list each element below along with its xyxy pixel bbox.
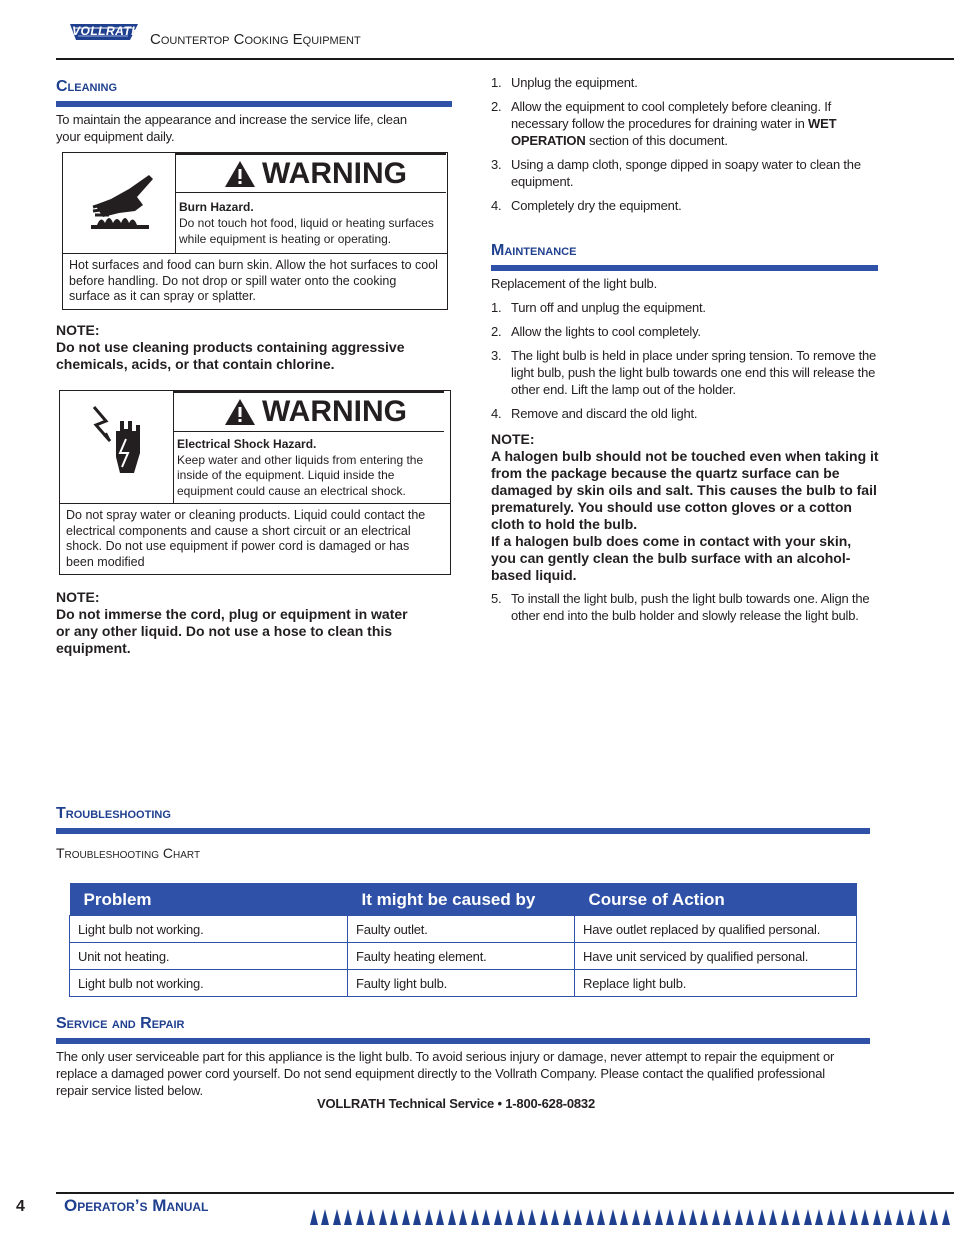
- footer-triangle-icon: [746, 1209, 754, 1225]
- table-cell: Faulty outlet.: [348, 916, 575, 943]
- footer-triangle-icon: [448, 1209, 456, 1225]
- warning1-divider: [63, 253, 447, 254]
- footer-triangle-icon: [344, 1209, 352, 1225]
- footer-triangle-icon: [781, 1209, 789, 1225]
- shock-hazard-desc: Keep water and other liquids from entering the inside of the equipment. Liquid inside the equipment could cause an electrical shock.: [177, 452, 424, 498]
- alert-triangle-icon: [224, 160, 256, 188]
- footer-triangle-icon: [597, 1209, 605, 1225]
- footer-triangle-icon: [792, 1209, 800, 1225]
- table-row: [70, 916, 857, 943]
- footer-triangle-icon: [471, 1209, 479, 1225]
- footer-triangle-icon: [827, 1209, 835, 1225]
- maintenance-note-label: NOTE:: [491, 431, 535, 447]
- footer-triangle-icon: [367, 1209, 375, 1225]
- footer-triangle-icon: [425, 1209, 433, 1225]
- footer-triangle-icon: [643, 1209, 651, 1225]
- footer-triangle-icon: [907, 1209, 915, 1225]
- list-item: 3. The light bulb is held in place under spring tension. To remove the light bulb, push the light bulb towards one end this will release the other end. Lift the lamp out of the holder.: [491, 348, 877, 397]
- footer-triangle-icon: [884, 1209, 892, 1225]
- list-item: 2. Allow the equipment to cool completely before cleaning. If necessary follow the procedures for draining water in WET OPERATION section of this document.: [491, 99, 837, 148]
- alert-triangle-icon: [224, 398, 256, 426]
- table-row: [70, 970, 857, 997]
- maintenance-step5: [491, 590, 881, 631]
- shock-warning-box: [59, 390, 451, 575]
- shock-warning-body: Do not spray water or cleaning products. Liquid could contact the electrical components and cause a short circuit or an electrical shock. Do not use equipment if power cord is damaged or has been modified: [66, 508, 426, 569]
- col-cause: It might be caused by: [348, 883, 575, 916]
- footer-triangle-icon: [873, 1209, 881, 1225]
- note2-label: NOTE:: [56, 589, 100, 605]
- footer-triangle-icon: [666, 1209, 674, 1225]
- footer-triangle-icon: [494, 1209, 502, 1225]
- troubleshooting-heading: Troubleshooting: [56, 805, 171, 822]
- shock-hazard-text: [177, 437, 445, 499]
- footer-triangle-icon: [712, 1209, 720, 1225]
- warning-title-1: WARNING: [176, 153, 446, 193]
- table-cell: Faulty light bulb.: [348, 970, 575, 997]
- footer-triangle-icon: [804, 1209, 812, 1225]
- footer-triangle-icon: [402, 1209, 410, 1225]
- burn-hazard-title: Burn Hazard.: [179, 200, 254, 214]
- footer-triangle-icon: [459, 1209, 467, 1225]
- cleaning-steps: [491, 74, 881, 221]
- footer-triangle-icon: [482, 1209, 490, 1225]
- footer-triangle-icon: [769, 1209, 777, 1225]
- cleaning-intro: To maintain the appearance and increase the service life, clean your equipment daily.: [56, 112, 407, 144]
- table-cell: Light bulb not working.: [70, 916, 348, 943]
- shock-hazard-title: Electrical Shock Hazard.: [177, 437, 317, 451]
- service-text: The only user serviceable part for this appliance is the light bulb. To avoid serious injury or damage, never attempt to repair the equipment or replace a damaged power cord yourself. Do not send equipment directly to the Vollrath Company. Please contact the qualified professional repair service listed below.: [56, 1049, 835, 1098]
- footer-triangle-icon: [655, 1209, 663, 1225]
- footer-triangle-icon: [356, 1209, 364, 1225]
- table-row: [70, 943, 857, 970]
- list-item: 1. Unplug the equipment.: [491, 75, 638, 90]
- troubleshooting-table: [69, 883, 857, 997]
- table-cell: Replace light bulb.: [575, 970, 857, 997]
- footer-triangle-icon: [700, 1209, 708, 1225]
- burn-hazard-text: [179, 199, 441, 247]
- troubleshooting-subheading: Troubleshooting Chart: [56, 845, 201, 861]
- vollrath-logo: [68, 20, 140, 44]
- footer-triangle-icon: [930, 1209, 938, 1225]
- note2-text: Do not immerse the cord, plug or equipment in water or any other liquid. Do not use a hose to clean this equipment.: [56, 606, 408, 656]
- list-item: 3. Using a damp cloth, sponge dipped in soapy water to clean the equipment.: [491, 157, 861, 189]
- footer-triangle-icon: [861, 1209, 869, 1225]
- footer-triangle-icon: [390, 1209, 398, 1225]
- header-title: Countertop Cooking Equipment: [150, 31, 361, 48]
- col-problem: Problem: [70, 883, 348, 916]
- warning2-divider: [60, 503, 450, 504]
- cleaning-rule: [56, 101, 452, 107]
- header-rule: [56, 58, 954, 60]
- burn-warning-box: [62, 152, 448, 310]
- footer-triangle-icon: [620, 1209, 628, 1225]
- footer-triangle-icon: [574, 1209, 582, 1225]
- footer-triangle-icon: [563, 1209, 571, 1225]
- footer-triangle-icon: [815, 1209, 823, 1225]
- table-header-row: [70, 883, 857, 916]
- service-contact: VOLLRATH Technical Service • 1-800-628-0832: [317, 1096, 595, 1111]
- burn-hazard-desc: Do not touch hot food, liquid or heating surfaces while equipment is heating or operating.: [179, 216, 434, 246]
- maintenance-note-text2: If a halogen bulb does come in contact with your skin, you can gently clean the bulb surface with an alcohol-based liquid.: [491, 533, 852, 583]
- list-item: 2. Allow the lights to cool completely.: [491, 324, 701, 339]
- col-action: Course of Action: [575, 883, 857, 916]
- footer-triangle-icon: [310, 1209, 318, 1225]
- footer-triangle-icon: [838, 1209, 846, 1225]
- maintenance-heading: Maintenance: [491, 242, 577, 259]
- footer-manual-title: Operator’s Manual: [64, 1196, 209, 1215]
- logo-text: VOLLRATH: [72, 24, 141, 38]
- troubleshooting-rule: [56, 828, 870, 834]
- burn-hazard-icon: [63, 153, 176, 254]
- footer-decoration: [310, 1209, 950, 1225]
- table-cell: Unit not heating.: [70, 943, 348, 970]
- table-cell: Light bulb not working.: [70, 970, 348, 997]
- footer-triangle-icon: [609, 1209, 617, 1225]
- footer-triangle-icon: [735, 1209, 743, 1225]
- burn-warning-body: Hot surfaces and food can burn skin. Allow the hot surfaces to cool before handling. Do not drop or spill water onto the cooking surface as it can spray or splatter.: [69, 258, 438, 303]
- footer-triangle-icon: [758, 1209, 766, 1225]
- footer-triangle-icon: [942, 1209, 950, 1225]
- footer-triangle-icon: [413, 1209, 421, 1225]
- footer-triangle-icon: [505, 1209, 513, 1225]
- list-item: 1. Turn off and unplug the equipment.: [491, 300, 706, 315]
- table-cell: Faulty heating element.: [348, 943, 575, 970]
- footer-triangle-icon: [586, 1209, 594, 1225]
- service-rule: [56, 1038, 870, 1044]
- footer-triangle-icon: [517, 1209, 525, 1225]
- list-item: 5. To install the light bulb, push the light bulb towards one. Align the other end into the bulb holder and slowly release the light bulb.: [491, 591, 870, 623]
- footer-triangle-icon: [321, 1209, 329, 1225]
- note1-label: NOTE:: [56, 322, 100, 338]
- footer-triangle-icon: [379, 1209, 387, 1225]
- maintenance-steps: [491, 299, 881, 429]
- footer-rule: [56, 1192, 954, 1194]
- note1-text: Do not use cleaning products containing aggressive chemicals, acids, or that contain chlorine.: [56, 339, 405, 372]
- warning-title-2: WARNING: [174, 391, 444, 432]
- footer-triangle-icon: [540, 1209, 548, 1225]
- maintenance-rule: [491, 265, 878, 271]
- footer-triangle-icon: [678, 1209, 686, 1225]
- footer-triangle-icon: [528, 1209, 536, 1225]
- maintenance-intro: Replacement of the light bulb.: [491, 276, 657, 291]
- table-cell: Have unit serviced by qualified personal.: [575, 943, 857, 970]
- service-heading: Service and Repair: [56, 1015, 185, 1032]
- cleaning-heading: Cleaning: [56, 78, 118, 95]
- footer-triangle-icon: [723, 1209, 731, 1225]
- footer-triangle-icon: [632, 1209, 640, 1225]
- footer-triangle-icon: [689, 1209, 697, 1225]
- footer-triangle-icon: [436, 1209, 444, 1225]
- footer-triangle-icon: [919, 1209, 927, 1225]
- footer-triangle-icon: [551, 1209, 559, 1225]
- page-number: 4: [16, 1198, 25, 1215]
- footer-triangle-icon: [333, 1209, 341, 1225]
- list-item: 4. Remove and discard the old light.: [491, 406, 698, 421]
- electric-shock-icon: [60, 391, 174, 504]
- list-item: 4. Completely dry the equipment.: [491, 198, 682, 213]
- table-cell: Have outlet replaced by qualified personal.: [575, 916, 857, 943]
- maintenance-note-text1: A halogen bulb should not be touched even when taking it from the package because the quartz surface can be damaged by skin oils and salt. This causes the bulb to fail prematurely. You should use cotton gloves or a cotton cloth to hold the bulb.: [491, 448, 879, 532]
- footer-triangle-icon: [896, 1209, 904, 1225]
- footer-triangle-icon: [850, 1209, 858, 1225]
